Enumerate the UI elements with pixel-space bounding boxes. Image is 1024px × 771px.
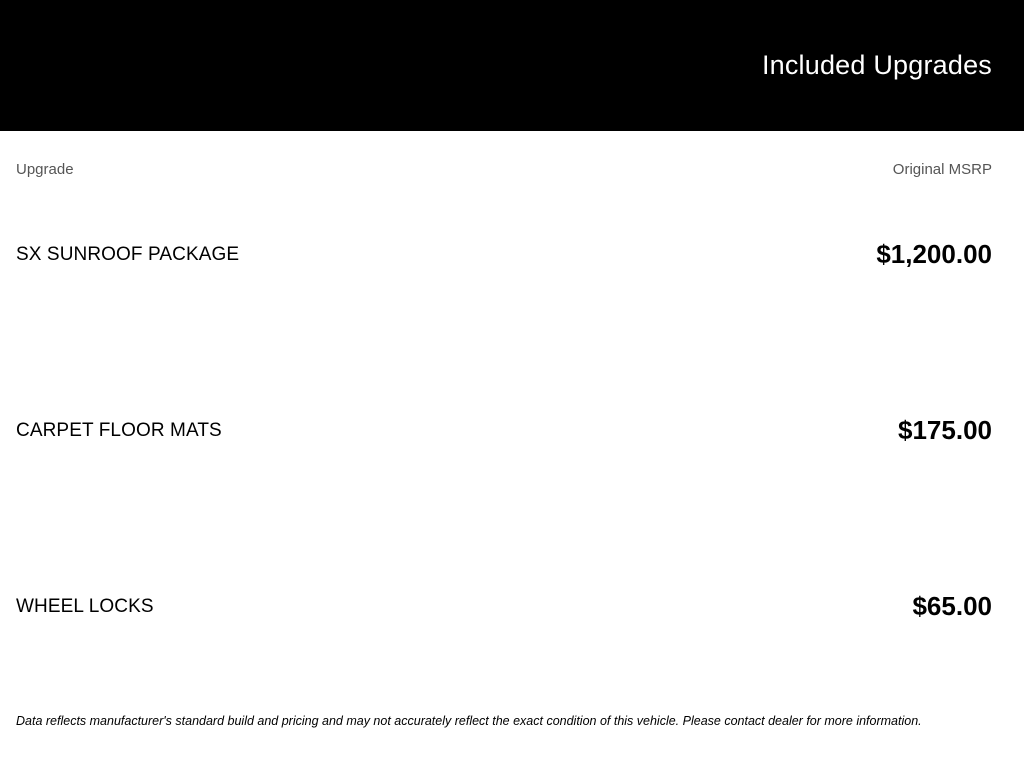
upgrades-table	[0, 239, 1024, 771]
upgrade-name: WHEEL LOCKS	[16, 596, 154, 617]
table-row	[0, 239, 1024, 419]
column-header-upgrade: Upgrade	[16, 161, 74, 178]
upgrade-name: CARPET FLOOR MATS	[16, 420, 222, 441]
table-row	[0, 591, 1024, 771]
upgrade-name: SX SUNROOF PACKAGE	[16, 244, 240, 265]
upgrades-content	[0, 131, 1024, 768]
disclaimer-text: Data reflects manufacturer's standard build and pricing and may not accurately reflect the exact condition of this vehicle. Please contact dealer for more information.	[16, 714, 922, 728]
upgrade-price: $65.00	[912, 591, 992, 621]
page-header	[0, 0, 1024, 131]
page-title: Included Upgrades	[761, 50, 992, 80]
column-header-original-msrp: Original MSRP	[892, 161, 992, 178]
upgrade-price: $175.00	[898, 415, 992, 445]
table-row	[0, 415, 1024, 595]
table-column-headers	[0, 160, 1024, 180]
upgrade-price: $1,200.00	[876, 239, 992, 269]
